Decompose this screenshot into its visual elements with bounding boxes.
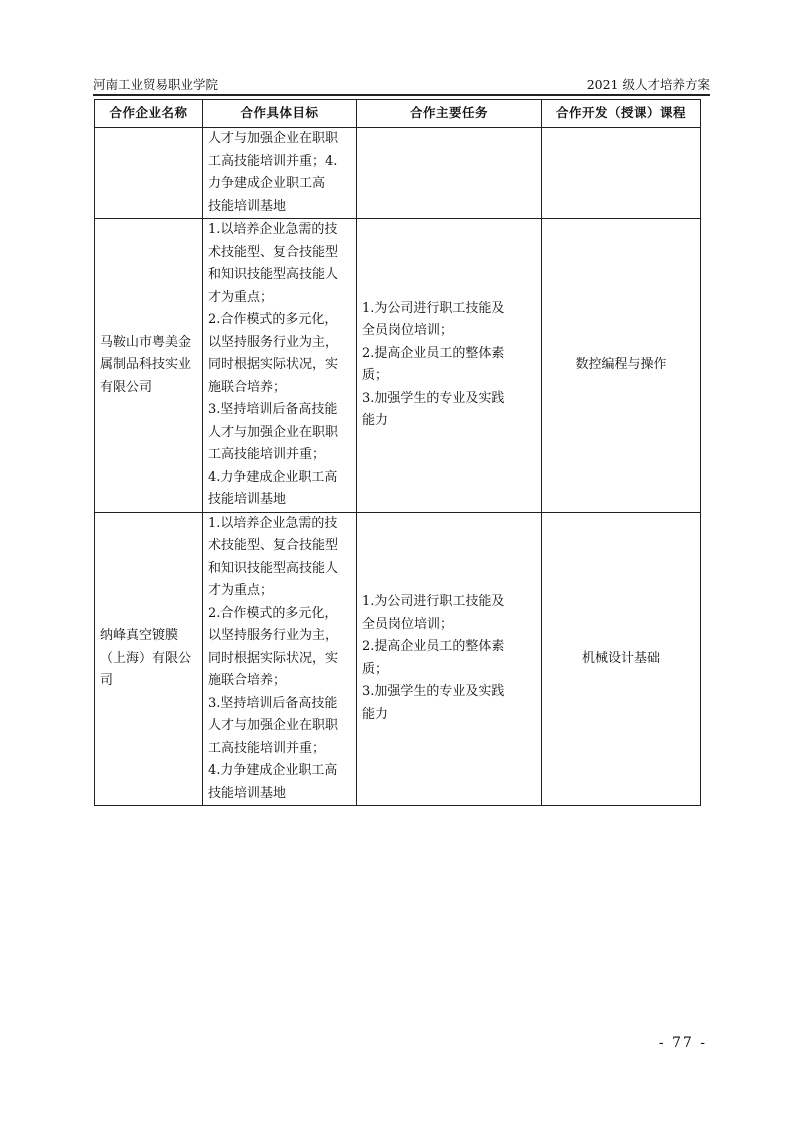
tasks-cell: [357, 219, 542, 513]
task-line: 能力: [362, 706, 389, 722]
table-row: [95, 128, 701, 219]
goal-line: 施联合培养；: [208, 673, 287, 688]
goal-line: 1.以培养企业急需的技: [208, 515, 338, 531]
task-line: 全员岗位培训；: [362, 323, 454, 339]
goal-line: 和知识技能型高技能人: [208, 267, 339, 282]
page-header: [93, 76, 710, 94]
goal-line: 技能培训基地: [208, 198, 287, 214]
goal-line: 才为重点；: [208, 289, 274, 305]
goal-line: 同时根据实际状况，实: [208, 650, 339, 666]
goal-line: 2.合作模式的多元化，: [208, 312, 338, 327]
column-header-course: 合作开发（授课）课程: [542, 100, 701, 128]
goal-line: 工高技能培训并重；: [208, 740, 326, 756]
task-line: 能力: [362, 413, 389, 429]
school-name: 河南工业贸易职业学院: [93, 77, 219, 92]
goal-line: 人才与加强企业在职职: [208, 718, 339, 733]
goals-cell: [203, 512, 357, 806]
company-cell: 纳峰真空镀膜（上海）有限公司: [95, 512, 203, 806]
tasks-cell: [357, 512, 542, 806]
goal-line: 工高技能培训并重；4.: [208, 153, 338, 169]
course-cell: 机械设计基础: [542, 512, 701, 806]
goal-line: 3.坚持培训后备高技能: [208, 402, 338, 417]
table-row: [95, 512, 701, 806]
goal-line: 2.合作模式的多元化，: [208, 605, 338, 621]
table-row: [95, 219, 701, 513]
column-header-goals: 合作具体目标: [203, 100, 357, 128]
goal-line: 4.力争建成企业职工高: [208, 469, 338, 485]
goal-line: 技能培训基地: [208, 785, 287, 801]
goal-line: 同时根据实际状况，实: [208, 357, 339, 372]
plan-title: 2021 级人才培养方案: [586, 77, 710, 92]
goal-line: 3.坚持培训后备高技能: [208, 695, 338, 711]
task-line: 3.加强学生的专业及实践: [362, 390, 505, 406]
goal-line: 施联合培养；: [208, 379, 287, 395]
task-line: 1.为公司进行职工技能及: [362, 300, 505, 316]
goal-line: 术技能型、复合技能型: [208, 244, 339, 260]
goal-line: 力争建成企业职工高: [208, 176, 326, 191]
goal-line: 4.力争建成企业职工高: [208, 763, 338, 778]
tasks-cell: [357, 128, 542, 219]
task-line: 全员岗位培训；: [362, 616, 454, 632]
column-header-company: 合作企业名称: [95, 100, 203, 128]
company-cell: [95, 128, 203, 219]
course-cell: 数控编程与操作: [542, 219, 701, 513]
task-line: 2.提高企业员工的整体素: [362, 639, 505, 655]
table-header-row: [95, 100, 701, 128]
goal-line: 以坚持服务行业为主，: [208, 628, 339, 643]
company-cell: 马鞍山市粤美金属制品科技实业有限公司: [95, 219, 203, 513]
task-line: 1.为公司进行职工技能及: [362, 594, 505, 610]
header-rule: [93, 94, 710, 96]
goal-line: 术技能型、复合技能型: [208, 538, 339, 553]
goal-line: 和知识技能型高技能人: [208, 560, 339, 576]
goal-line: 才为重点；: [208, 583, 274, 598]
goal-line: 人才与加强企业在职职: [208, 424, 339, 440]
goal-line: 工高技能培训并重；: [208, 447, 326, 462]
task-line: 3.加强学生的专业及实践: [362, 684, 505, 700]
task-line: 质；: [362, 661, 389, 677]
page-number: - 77 -: [658, 1035, 707, 1051]
goal-line: 1.以培养企业急需的技: [208, 222, 338, 237]
goal-line: 人才与加强企业在职职: [208, 131, 339, 146]
cooperation-table: [94, 99, 701, 806]
goal-line: 技能培训基地: [208, 492, 287, 507]
task-line: 质；: [362, 368, 389, 384]
task-line: 2.提高企业员工的整体素: [362, 345, 505, 361]
goals-cell: [203, 128, 357, 219]
goal-line: 以坚持服务行业为主，: [208, 334, 339, 350]
column-header-tasks: 合作主要任务: [357, 100, 542, 128]
goals-cell: [203, 219, 357, 513]
course-cell: [542, 128, 701, 219]
